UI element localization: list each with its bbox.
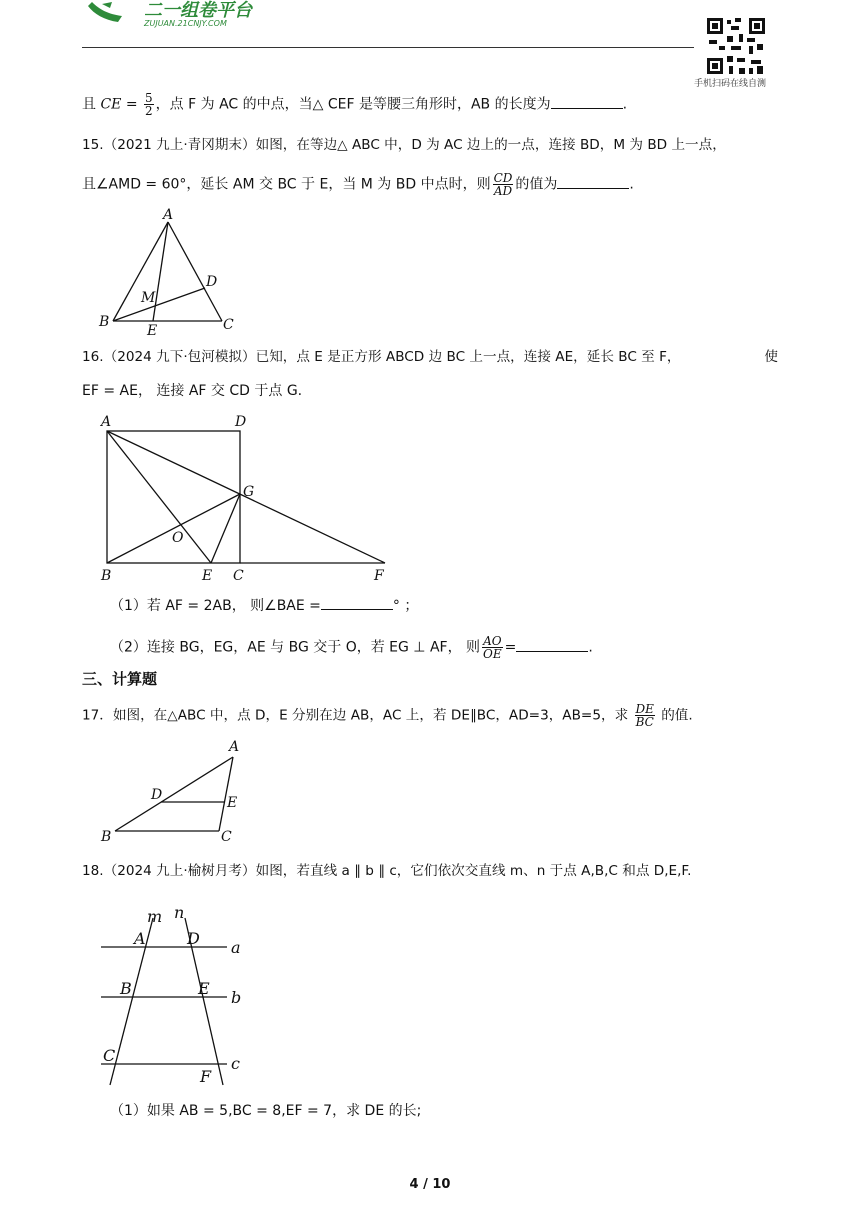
q16-square-figure <box>95 410 405 588</box>
q18-sub1: （1）如果 AB = 5,BC = 8,EF = 7，求 DE 的长; <box>110 1103 422 1119</box>
q16-sub1-answer-blank[interactable] <box>321 595 393 610</box>
q15-fraction <box>493 172 514 197</box>
q17-text-pre: 17．如图，在△ABC 中，点 D，E 分别在边 AB，AC 上，若 DE∥BC，AD=3，AB=5，求 <box>82 707 629 724</box>
q16-line1-post: 使 <box>764 349 778 365</box>
page-number: 4 / 10 <box>409 1177 451 1192</box>
q14-text: ，点 F 为 AC 的中点，当△ CEF 是等腰三角形时，AB 的长度为 <box>155 96 551 113</box>
q18-label-n: n <box>174 903 185 922</box>
q16-line1-pre: 16.（2024 九下·包河模拟）已知，点 E 是正方形 ABCD 边 BC 上一点，连接 AE，延长 BC 至 F， <box>82 349 681 365</box>
q18-label-A: A <box>134 929 146 948</box>
section-title-calculation: 三、计算题 <box>82 670 158 688</box>
q18-parallel-lines-figure <box>95 900 255 1090</box>
q14-prefix: 且 <box>82 96 96 113</box>
q18-label-F: F <box>200 1067 212 1086</box>
q17-triangle-figure <box>95 737 255 847</box>
q15-answer-blank[interactable] <box>557 174 629 189</box>
q16-sub2-frac-num: AO <box>483 634 502 648</box>
q16-label-D: D <box>235 414 247 430</box>
q18-text: 18.（2024 九上·榆树月考）如图，若直线 a ∥ b ∥ c，它们依次交直线 m、n 于点 A,B,C 和点 D,E,F. <box>82 863 692 879</box>
q18-label-B: B <box>120 979 132 998</box>
q16-label-A: A <box>101 414 112 430</box>
q16-sub2-answer-blank[interactable] <box>516 637 588 652</box>
q16-label-G: G <box>243 484 255 500</box>
q15-line2-pre: 且∠AMD = 60°，延长 AM 交 BC 于 E，当 M 为 BD 中点时，则 <box>82 176 491 193</box>
q18-label-C: C <box>103 1046 116 1065</box>
logo-subtext: ZUJUAN.21CNJY.COM <box>144 19 227 28</box>
q16-sub2-fraction <box>482 635 503 660</box>
qr-caption: 手机扫码在线自测 <box>694 79 767 89</box>
q17-frac-den: BC <box>635 715 654 729</box>
q18-label-a: a <box>231 938 241 957</box>
q14-tail-line <box>82 92 627 117</box>
q16-label-B: B <box>101 568 112 584</box>
q14-frac-den: 2 <box>145 104 153 118</box>
q14-end: . <box>622 96 628 113</box>
q16-line1 <box>82 346 778 368</box>
q15-line1: 15.（2021 九上·青冈期末）如图，在等边△ ABC 中，D 为 AC 边上的一点，连接 BD，M 为 BD 上一点， <box>82 137 726 153</box>
q16-sub1-post: ° ； <box>392 598 419 614</box>
q17-label-E: E <box>227 795 238 811</box>
q15-label-B: B <box>99 314 110 330</box>
q18-label-b: b <box>231 988 242 1007</box>
header-rule <box>82 47 694 48</box>
site-logo <box>82 0 282 30</box>
q17-text-post: 的值. <box>661 707 693 724</box>
q15-frac-den: AD <box>493 184 513 198</box>
q14-ce-label: CE = <box>100 96 138 113</box>
q15-label-M: M <box>141 290 156 306</box>
q16-sub2-eq: = <box>504 639 517 656</box>
q16-sub2-frac-den: OE <box>483 647 502 661</box>
q16-label-F: F <box>374 568 384 584</box>
q14-frac-num: 5 <box>145 91 153 105</box>
q15-end: . <box>629 176 634 193</box>
q15-line2 <box>82 172 634 197</box>
q14-answer-blank[interactable] <box>551 94 623 109</box>
q16-sub1 <box>110 595 418 617</box>
logo-text: 二一组卷平台 <box>144 0 252 21</box>
qr-code-icon <box>705 16 767 76</box>
q14-fraction <box>144 92 154 117</box>
q17-text <box>82 703 693 728</box>
q15-label-D: D <box>206 274 218 290</box>
q15-triangle-figure <box>95 205 245 340</box>
q16-label-C: C <box>233 568 244 584</box>
q16-label-E: E <box>202 568 213 584</box>
q18-label-D: D <box>187 929 200 948</box>
q18-label-E: E <box>198 979 210 998</box>
q17-frac-num: DE <box>635 702 654 716</box>
q16-sub2 <box>110 635 593 660</box>
q16-sub1-pre: （1）若 AF = 2AB， 则∠BAE = <box>110 598 321 614</box>
q17-label-D: D <box>151 787 163 803</box>
q16-line2: EF = AE， 连接 AF 交 CD 于点 G. <box>82 383 303 399</box>
q15-label-E: E <box>147 323 158 339</box>
q18-label-m: m <box>147 907 163 926</box>
q17-label-C: C <box>221 829 232 845</box>
q16-sub2-pre: （2）连接 BG，EG，AE 与 BG 交于 O，若 EG ⊥ AF， 则 <box>110 639 481 656</box>
q18-label-c: c <box>231 1054 240 1073</box>
q16-label-O: O <box>172 530 184 546</box>
q16-sub2-end: . <box>588 639 593 656</box>
q15-line2-post: 的值为 <box>515 176 558 193</box>
q15-label-A: A <box>163 207 174 223</box>
q17-fraction <box>635 703 655 728</box>
q15-label-C: C <box>223 317 234 333</box>
q15-frac-num: CD <box>493 171 513 185</box>
q17-label-A: A <box>229 739 240 755</box>
q17-label-B: B <box>101 829 112 845</box>
